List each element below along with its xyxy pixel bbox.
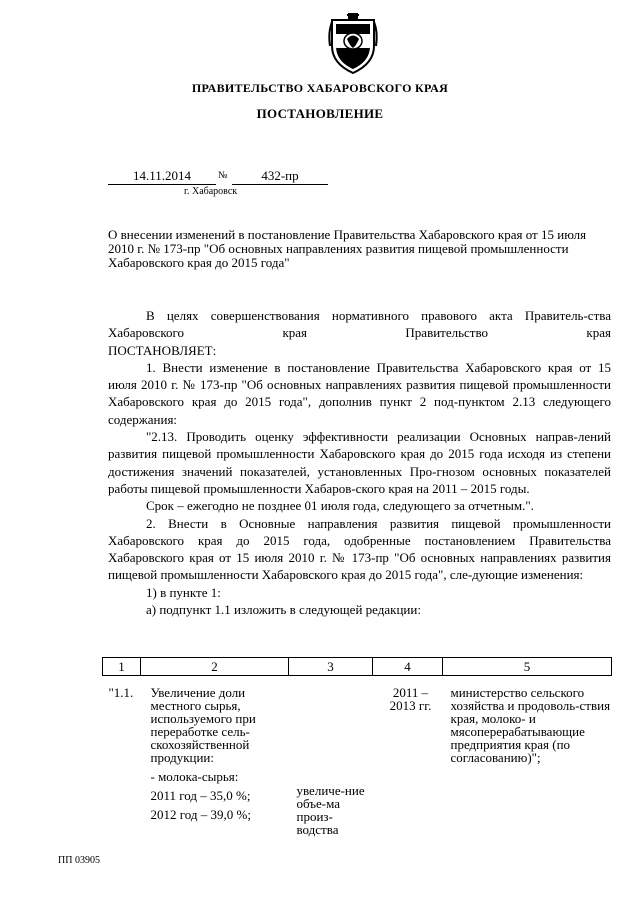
paragraph-item-1: 1. Внести изменение в постановление Правительства Хабаровского края от 15 июля 2010 г. № 173-пр "Об основных направлениях развития пищевой промышленности Хабаровского края до 2015 года", дополнив пункт 2 под-пунктом 2.13 следующего содержания: (108, 359, 611, 427)
amendment-table (102, 657, 612, 836)
table-header-cell: 2 (141, 658, 289, 676)
table-row (103, 676, 612, 837)
paragraph-item-2: 2. Внести в Основные направления развития пищевой промышленности Хабаровского края до 2015 года, одобренные постановлением Правительства Хабаровского края от 15 июля 2010 г. № 173-пр "Об основных направлениях развития пищевой промышленности Хабаровского края до 2015 года", сле-дующие изменения: (108, 515, 611, 583)
document-body (108, 307, 611, 618)
date-number-line (108, 168, 328, 186)
table-header-row (103, 658, 612, 676)
document-subject: О внесении изменений в постановление Правительства Хабаровского края от 15 июля 2010 г. № 173-пр "Об основных направлениях развития пищевой промышленности Хабаровского края до 2015 года" (108, 227, 587, 270)
number-sign: № (218, 170, 228, 181)
indicator-sub: - молока-сырья: (150, 769, 239, 784)
indicator-main: Увеличение доли местного сырья, используемого при переработке сель-скохозяйственной продукции: (150, 685, 256, 765)
table-cell-number: "1.1. (108, 685, 134, 700)
table-header-cell: 4 (373, 658, 443, 676)
table-cell-indicator (141, 676, 289, 837)
document-number: 432-пр (232, 168, 328, 185)
table-cell-period: 2011 – 2013 гг. (389, 685, 432, 713)
table-header-cell: 5 (443, 658, 612, 676)
document-date: 14.11.2014 (108, 168, 216, 185)
table-cell-measure: увеличе-ние объе-ма произ-водства (296, 783, 365, 837)
indicator-year-2012: 2012 год – 39,0 %; (150, 807, 251, 822)
paragraph-subitem-1: 1) в пункте 1: (146, 584, 221, 600)
paragraph-resolves: ПОСТАНОВЛЯЕТ: (108, 342, 217, 358)
paragraph-deadline: Срок – ежегодно не позднее 01 июля года, следующего за отчетным.". (146, 498, 534, 514)
document-type-title: ПОСТАНОВЛЕНИЕ (256, 106, 384, 121)
table-cell-responsible: министерство сельского хозяйства и продоволь-ствия края, молоко- и мясоперерабатывающие предприятия края (по согласованию)"; (450, 685, 611, 765)
footer-code: ПП 03905 (58, 855, 100, 866)
paragraph-subitem-a: а) подпункт 1.1 изложить в следующей редакции: (146, 602, 421, 618)
paragraph-item-2-13: "2.13. Проводить оценку эффективности реализации Основных направ-лений развития пищевой промышленности Хабаровского края до 2015 года исходя из степени достижения значений показателей, установленных Про-гнозом основных показателей работы пищевой промышленности Хабаров-ского края на 2011 – 2015 годы. (108, 429, 611, 496)
table-header-cell: 1 (103, 658, 141, 676)
indicator-year-2011: 2011 год – 35,0 %; (150, 788, 251, 803)
table-header-cell: 3 (289, 658, 373, 676)
document-city: г. Хабаровск (184, 186, 238, 197)
paragraph-preamble: В целях совершенствования нормативного правового акта Правитель-ства Хабаровского края Правительство края (108, 308, 611, 341)
khabarovsk-coat-of-arms-icon (326, 12, 380, 74)
government-title: ПРАВИТЕЛЬСТВО ХАБАРОВСКОГО КРАЯ (191, 81, 449, 95)
